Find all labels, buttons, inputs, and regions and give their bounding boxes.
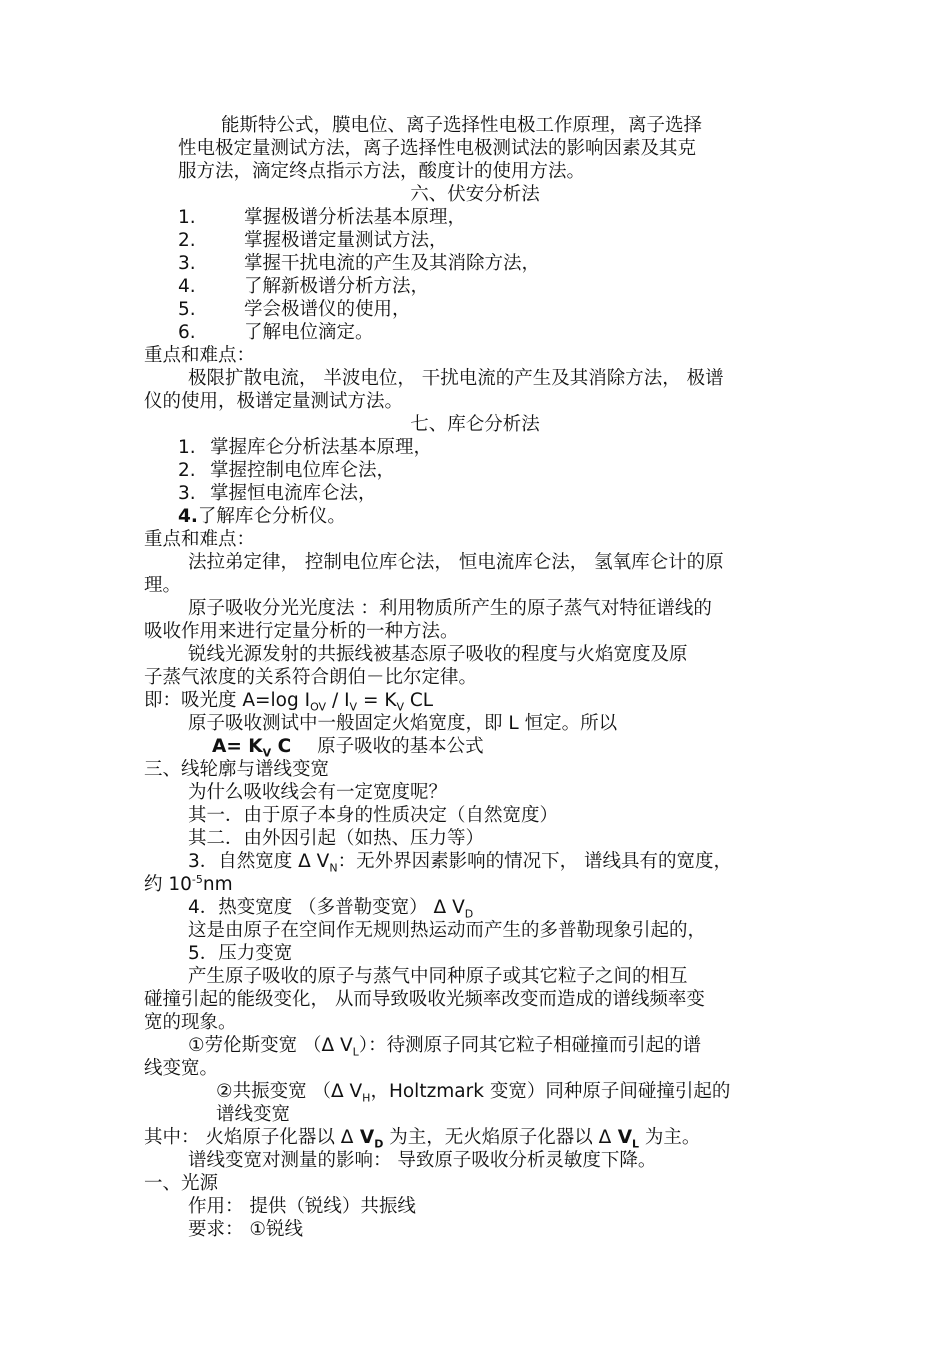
item-text: 掌握恒电流库仑法， <box>210 483 377 504</box>
formula-text: A= K <box>212 736 263 757</box>
atomizer-comparison <box>144 1127 700 1149</box>
formula-subscript: V <box>262 746 272 760</box>
list-item <box>178 230 448 252</box>
item-text: 掌握干扰电流的产生及其消除方法， <box>244 253 541 274</box>
item-number: 6. <box>178 322 196 343</box>
list-item <box>178 276 429 298</box>
intro-line-1: 能斯特公式，膜电位、离子选择性电极工作原理，离子选择 <box>221 115 703 136</box>
key-points-label: 重点和难点： <box>144 345 256 366</box>
section-6-title: 六、伏安分析法 <box>410 184 540 205</box>
lorentz-text: ）：待测原子同其它粒子相碰撞而引起的谱 <box>358 1035 702 1056</box>
aas-definition-line-2: 吸收作用来进行定量分析的一种方法。 <box>144 621 459 642</box>
formula-description: 原子吸收的基本公式 <box>317 736 484 757</box>
section-3-title: 三、线轮廓与谱线变宽 <box>144 759 330 780</box>
fixed-flame-width: 原子吸收测试中一般固定火焰宽度，即 L 恒定。所以 <box>188 713 618 734</box>
doppler-width-description: 这是由原子在空间作无规则热运动而产生的多普勒现象引起的， <box>188 920 707 941</box>
key-points-line-1: 法拉弟定律， 控制电位库仑法， 恒电流库仑法， 氢氧库仑计的原 <box>188 552 724 573</box>
key-points-line-2: 理。 <box>144 575 182 596</box>
aas-definition-line-1: 原子吸收分光光度法 ：利用物质所产生的原子蒸气对特征谱线的 <box>188 598 712 619</box>
list-item <box>178 437 432 459</box>
section-7-title: 七、库仑分析法 <box>410 414 540 435</box>
why-question: 为什么吸收线会有一定宽度呢？ <box>188 782 448 803</box>
intro-line-3: 服方法，滴定终点指示方法，酸度计的使用方法。 <box>178 161 586 182</box>
natural-width-unit: nm <box>202 874 233 895</box>
formula-text: C <box>271 736 292 757</box>
natural-width-text: 3．自然宽度 Δ V <box>188 851 330 872</box>
broadening-effect: 谱线变宽对测量的影响： 导致原子吸收分析灵敏度下降。 <box>188 1150 657 1171</box>
natural-width-line-2 <box>144 874 233 896</box>
key-points-line-2: 仪的使用，极谱定量测试方法。 <box>144 391 404 412</box>
item-text: 了解库仑分析仪。 <box>197 506 346 527</box>
list-item <box>178 483 377 505</box>
list-item <box>178 299 411 321</box>
resonance-subscript: H <box>362 1091 371 1105</box>
natural-width-line-1 <box>188 851 732 873</box>
natural-width-superscript: -5 <box>191 872 203 886</box>
light-source-title: 一、光源 <box>144 1173 219 1194</box>
doppler-width-title <box>188 897 473 919</box>
pressure-broadening-line-2: 碰撞引起的能级变化， 从而导致吸收光频率改变而造成的谱线频率变 <box>144 989 705 1010</box>
doppler-width-subscript: D <box>464 907 474 921</box>
natural-width-subscript: N <box>329 861 338 875</box>
item-text: 掌握控制电位库仑法， <box>210 460 396 481</box>
key-points-label: 重点和难点： <box>144 529 256 550</box>
formula-subscript: OV <box>310 700 327 714</box>
comparison-symbol: V <box>611 1127 633 1148</box>
formula-subscript: V <box>349 700 358 714</box>
lorentz-text: ①劳伦斯变宽 （Δ V <box>188 1035 353 1056</box>
lorentz-broadening-line-2: 线变宽。 <box>144 1058 219 1079</box>
list-item <box>178 207 466 229</box>
item-number: 1. <box>178 437 196 458</box>
comparison-subscript: D <box>374 1137 384 1151</box>
natural-width-text: 约 10 <box>144 874 192 895</box>
list-item <box>178 253 540 275</box>
lorentz-subscript: L <box>352 1045 359 1059</box>
reason-2: 其二．由外因引起（如热、压力等） <box>188 828 485 849</box>
key-points-line-1: 极限扩散电流， 半波电位， 干扰电流的产生及其消除方法， 极谱 <box>188 368 724 389</box>
formula-text: 即：吸光度 A=log I <box>144 690 311 711</box>
item-text: 掌握极谱分析法基本原理， <box>244 207 467 228</box>
formula-text: / I <box>326 690 350 711</box>
pressure-broadening-line-3: 宽的现象。 <box>144 1012 237 1033</box>
item-text: 学会极谱仪的使用， <box>244 299 411 320</box>
resonance-text: ，Holtzmark 变宽）同种原子间碰撞引起的 <box>370 1081 731 1102</box>
intro-line-2: 性电极定量测试方法，离子选择性电极测试法的影响因素及其克 <box>178 138 697 159</box>
light-source-function: 作用： 提供（锐线）共振线 <box>188 1196 416 1217</box>
absorbance-formula <box>144 690 433 712</box>
resonance-text: ②共振变宽 （Δ V <box>216 1081 363 1102</box>
list-item <box>178 460 395 482</box>
formula-text: CL <box>404 690 434 711</box>
comparison-symbol: V <box>353 1127 375 1148</box>
comparison-text: 为主。 <box>639 1127 701 1148</box>
item-text: 了解电位滴定。 <box>244 322 374 343</box>
item-text: 了解新极谱分析方法， <box>244 276 430 297</box>
pressure-broadening-title: 5．压力变宽 <box>188 943 293 964</box>
item-number: 2. <box>178 230 196 251</box>
comparison-subscript: L <box>632 1137 640 1151</box>
item-number: 4. <box>178 276 196 297</box>
pressure-broadening-line-1: 产生原子吸收的原子与蒸气中同种原子或其它粒子之间的相互 <box>188 966 688 987</box>
item-text: 掌握极谱定量测试方法， <box>244 230 448 251</box>
list-item <box>178 506 346 528</box>
lorentz-broadening-line-1 <box>188 1035 701 1057</box>
beer-law-line-1: 锐线光源发射的共振线被基态原子吸收的程度与火焰宽度及原 <box>188 644 688 665</box>
natural-width-text: ：无外界因素影响的情况下， 谱线具有的宽度， <box>337 851 732 872</box>
comparison-text: 其中： 火焰原子化器以 Δ <box>144 1127 354 1148</box>
item-number: 2. <box>178 460 196 481</box>
item-number: 3. <box>178 253 196 274</box>
comparison-text: 为主，无火焰原子化器以 Δ <box>383 1127 612 1148</box>
item-number: 3. <box>178 483 196 504</box>
item-number: 5. <box>178 299 196 320</box>
basic-formula <box>212 736 484 758</box>
formula-text: = K <box>357 690 397 711</box>
beer-law-line-2: 子蒸气浓度的关系符合朗伯－比尔定律。 <box>144 667 478 688</box>
formula-subscript: V <box>396 700 404 714</box>
resonance-broadening-line-2: 谱线变宽 <box>216 1104 291 1125</box>
item-number: 4. <box>178 506 198 527</box>
list-item <box>178 322 374 344</box>
doppler-width-text: 4．热变宽度 （多普勒变宽） Δ V <box>188 897 465 918</box>
item-text: 掌握库仑分析法基本原理， <box>210 437 433 458</box>
reason-1: 其一．由于原子本身的性质决定（自然宽度） <box>188 805 559 826</box>
light-source-requirement: 要求： ①锐线 <box>188 1219 303 1240</box>
resonance-broadening-line-1 <box>216 1081 730 1103</box>
item-number: 1. <box>178 207 196 228</box>
